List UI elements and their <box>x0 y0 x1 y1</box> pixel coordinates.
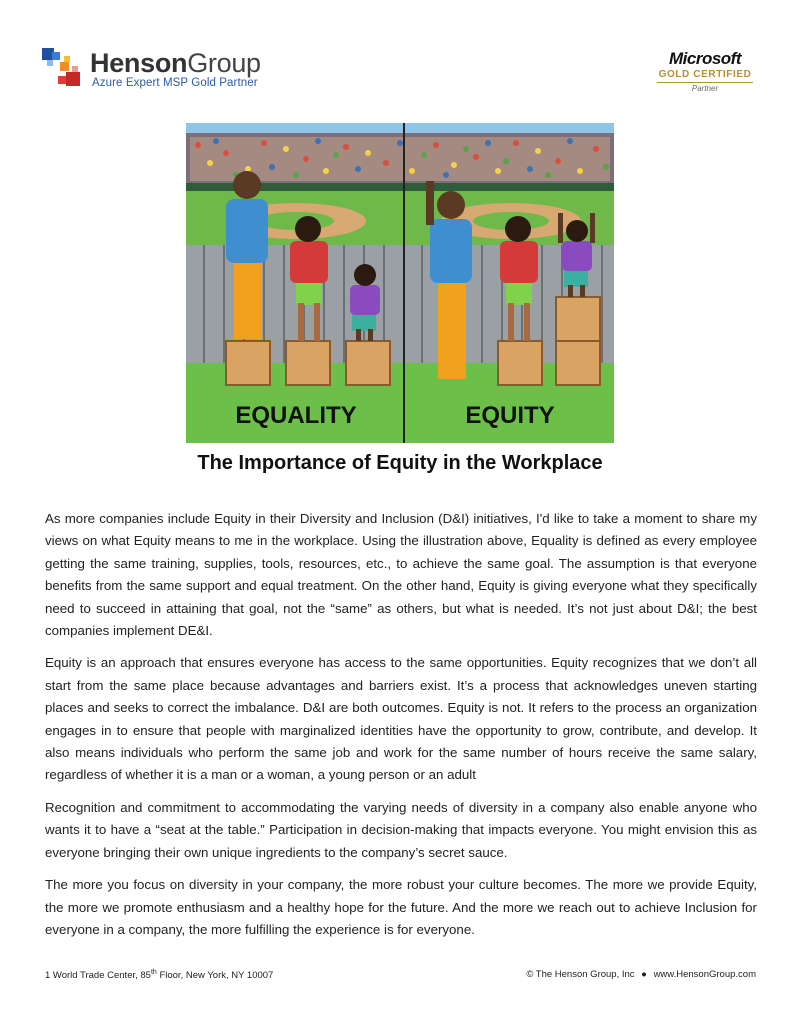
paragraph-3: Recognition and commitment to accommodating the varying needs of diversity in a company also enable anyone who wants it to have a “seat at the table.” Participation in decision-making that impacts everyone. You might envision this as everyone bringing their own unique ingredients to the company’s secret sauce. <box>45 799 757 860</box>
microsoft-gold-certified-badge <box>650 50 760 100</box>
website-link[interactable]: www.HensonGroup.com <box>653 969 756 980</box>
article-title: The Importance of Equity in the Workplace <box>197 452 603 474</box>
paragraph-2: Equity is an approach that ensures everyone has access to the same opportunities. Equity recognizes that we don’t all start from the same place because advantages and barriers exist. It’s a process that acknowledges uneven starting places and seeks to correct the imbalance. D&I are both outcomes. Equity is not. It refers to the process an organization engages in to ensure that people with marginalized identities have the opportunity to grow, contribute, and develop. It also means individuals who perform the same job and work for the same number of hours receive the same salary, regardless of whether it is a man or a woman, a young person or an adult <box>45 655 757 783</box>
article-body <box>45 508 757 951</box>
brand-tagline: Azure Expert MSP Gold Partner <box>92 77 258 89</box>
badge-divider <box>657 82 753 83</box>
footer-separator-icon: ● <box>641 969 647 980</box>
copyright-text: © The Henson Group, Inc <box>526 969 635 980</box>
equity-label: EQUITY <box>465 402 555 429</box>
badge-company: Microsoft <box>669 49 741 68</box>
paragraph-4: The more you focus on diversity in your company, the more robust your culture becomes. The more we provide Equity, the more we promote enthusiasm and a healthy hope for the future. And the more we reach out to achieve Inclusion for everyone in a company, the more fulfilling the experience is for everyone. <box>45 877 757 937</box>
equality-equity-illustration <box>186 123 614 443</box>
henson-group-logo <box>42 48 282 98</box>
footer-copyright <box>526 969 756 980</box>
badge-certification: GOLD CERTIFIED <box>658 69 752 80</box>
henson-logo-mark-icon <box>42 48 82 88</box>
paragraph-1: As more companies include Equity in their Diversity and Inclusion (D&I) initiatives, I'd like to take a moment to share my views on what Equity means to me in the workplace. Using the illustration above, Equality is defined as every employee getting the same training, supplies, tools, resources, etc., to achieve the same goal. The assumption is that everyone benefits from the same support and equal treatment. On the other hand, Equity is giving everyone what they specifically need to succeed in attaining that goal, not the “same” as others, but what is needed. It’s not just about D&I; the best companies implement DE&I. <box>45 511 757 639</box>
footer-address: 1 World Trade Center, 85th Floor, New York, NY 10007 <box>45 969 274 982</box>
equality-crates <box>226 341 390 385</box>
equality-equity-image <box>186 123 614 443</box>
equality-label: EQUALITY <box>235 402 357 429</box>
brand-name: HensonGroup <box>90 48 261 78</box>
equality-short-person <box>350 264 380 341</box>
badge-level: Partner <box>691 84 719 93</box>
